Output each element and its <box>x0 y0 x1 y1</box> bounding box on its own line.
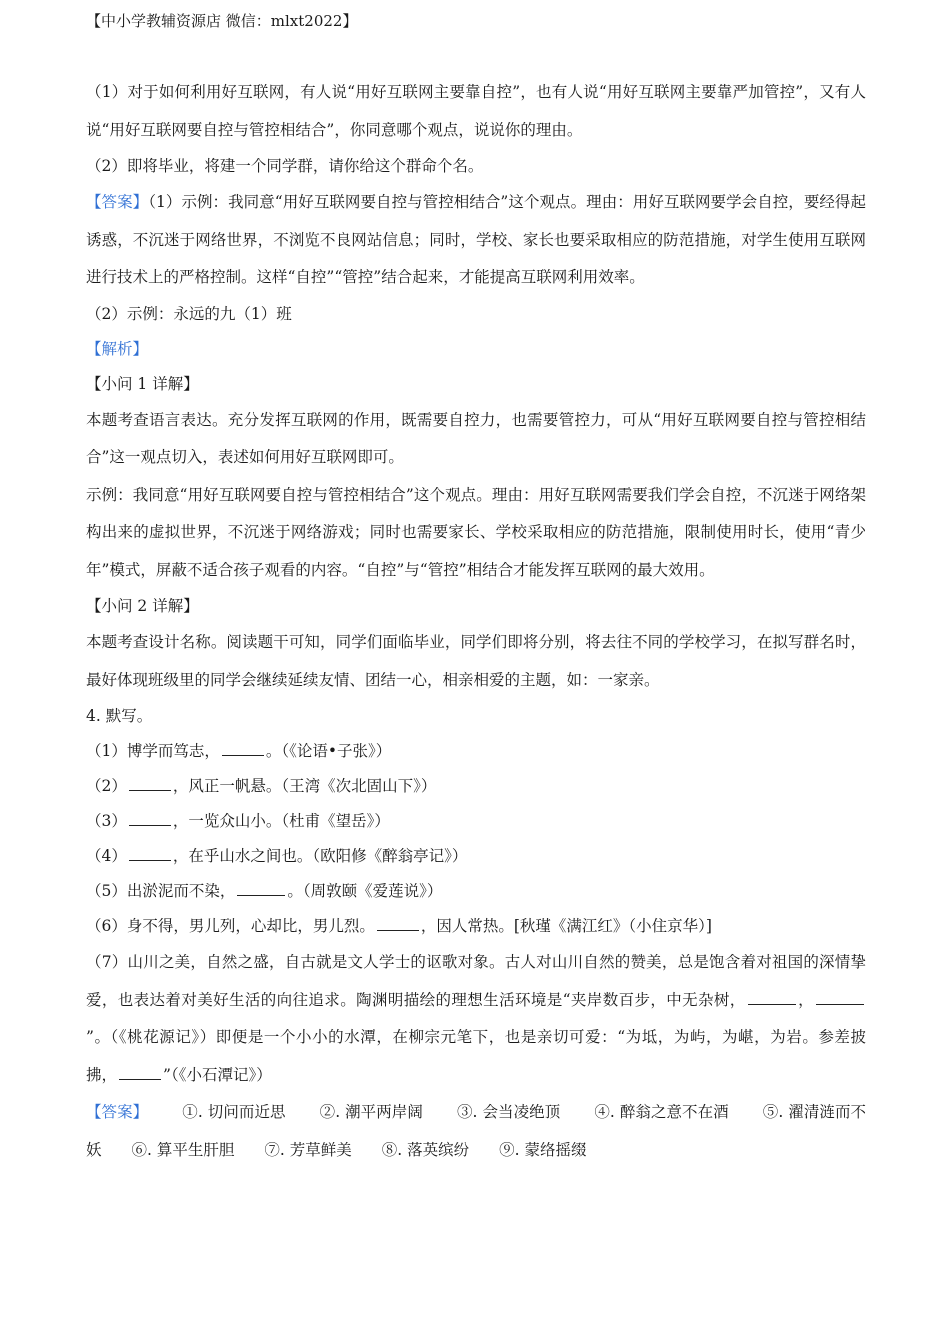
fill-blank <box>129 773 171 791</box>
answer-item: ⑨. 蒙络摇缀 <box>499 1140 587 1159</box>
item-text: ”（《小石潭记》） <box>163 1065 272 1084</box>
q4-item-5 <box>86 874 866 909</box>
sub2-paragraph: 本题考查设计名称。阅读题干可知，同学们面临毕业，同学们即将分别，将去往不同的学校学习，在拟写群名时，最好体现班级里的同学会继续延续友情、团结一心，相亲相爱的主题，如：一家亲。 <box>86 633 866 689</box>
q4-item-3 <box>86 804 866 839</box>
document-body <box>86 74 866 1169</box>
sub1-paragraph-2: 示例：我同意“用好互联网要自控与管控相结合”这个观点。理由：用好互联网需要我们学会自控，不沉迷于网络架构出来的虚拟世界，不沉迷于网络游戏；同时也需要家长、学校采取相应的防范措施，限制使用时长，使用“青少年”模式，屏蔽不适合孩子观看的内容。“自控”与“管控”相结合才能发挥互联网的最大效用。 <box>86 485 866 579</box>
q4-item-6 <box>86 909 866 944</box>
q3-answer1: （1）示例：我同意“用好互联网要自控与管控相结合”这个观点。理由：用好互联网要学会自控，要经得起诱惑，不沉迷于网络世界，不浏览不良网站信息；同时，学校、家长也要采取相应的防范措施，对学生使用互联网进行技术上的严格控制。这样“自控”“管控”结合起来，才能提高互联网利用效率。 <box>86 193 866 286</box>
item-text: （4） <box>86 847 127 865</box>
item-text: ，在乎山水之间也。（欧阳修《醉翁亭记》） <box>172 847 468 865</box>
answer-item: ③. 会当凌绝顶 <box>456 1103 561 1121</box>
answer-item: ⑥. 算平生肝胆 <box>131 1140 235 1159</box>
item-text: （1）博学而笃志， <box>86 742 220 760</box>
fill-blank <box>129 808 171 826</box>
fill-blank <box>222 738 264 756</box>
fill-blank <box>119 1062 161 1080</box>
item-text: 。（周敦颐《爱莲说》） <box>287 882 443 900</box>
q3-answer2: （2）示例：永远的九（1）班 <box>86 304 292 323</box>
q4-item-1 <box>86 734 866 769</box>
q4-item-7 <box>86 944 866 1094</box>
item-text: （3） <box>86 812 127 830</box>
q4-item-4 <box>86 839 866 874</box>
answer-tag: 【答案】 <box>86 1103 149 1121</box>
sub1-paragraph-1: 本题考查语言表达。充分发挥互联网的作用，既需要自控力，也需要管控力，可从“用好互联网要自控与管控相结合”这一观点切入，表述如何用好互联网即可。 <box>86 410 866 466</box>
answer-tag: 【答案】 <box>86 193 149 211</box>
item-text: ，一览众山小。（杜甫《望岳》） <box>172 812 390 830</box>
fill-blank <box>129 843 171 861</box>
q4-answer <box>86 1094 866 1169</box>
fill-blank <box>237 878 285 896</box>
item-text: ，因人常热。[秋瑾《满江红》（小住京华）] <box>420 917 712 935</box>
answer-item: ②. 潮平两岸阔 <box>319 1103 423 1121</box>
q3-answer <box>86 184 866 297</box>
q4-item-2 <box>86 769 866 804</box>
item-text: （2） <box>86 777 127 795</box>
item-text: ，风正一帆悬。（王湾《次北固山下》） <box>172 777 437 795</box>
watermark-header: 【中小学教辅资源店 微信：mlxt2022】 <box>86 12 358 30</box>
answer-item: ①. 切问而近思 <box>182 1103 286 1121</box>
fill-blank <box>816 987 864 1005</box>
answer-item: ④. 醉翁之意不在酒 <box>594 1103 729 1121</box>
item-text: （6）身不得，男儿列，心却比，男儿烈。 <box>86 917 375 935</box>
item-text: ”。（《桃花源记》）即便是一个小小的水潭，在柳宗元笔下，也是亲切可爱：“为坻，为屿，为嵁，为岩。参差披拂， <box>86 1028 866 1084</box>
analysis-tag: 【解析】 <box>86 339 149 358</box>
sub1-title: 【小问 1 详解】 <box>86 374 199 393</box>
item-text: 。（《论语•子张》） <box>265 742 392 760</box>
q3-part1: （1）对于如何利用好互联网，有人说“用好互联网主要靠自控”，也有人说“用好互联网主要靠严加管控”，又有人说“用好互联网要自控与管控相结合”，你同意哪个观点，说说你的理由。 <box>86 83 866 139</box>
sub2-title: 【小问 2 详解】 <box>86 597 199 615</box>
q3-part2: （2）即将毕业，将建一个同学群，请你给这个群命个名。 <box>86 157 484 175</box>
answer-item: ⑧. 落英缤纷 <box>381 1140 470 1159</box>
fill-blank <box>377 913 419 931</box>
item-text: （5）出淤泥而不染， <box>86 882 236 900</box>
item-text: ， <box>797 990 814 1009</box>
answer-item: ⑦. 芳草鲜美 <box>264 1140 352 1159</box>
fill-blank <box>748 987 796 1005</box>
answer-item: ⑤. 濯清涟而不妖 <box>86 1103 867 1159</box>
q4-title: 4. 默写。 <box>86 707 153 725</box>
item-text: （7）山川之美，自然之盛，自古就是文人学士的讴歌对象。古人对山川自然的赞美，总是饱含着对祖国的深情挚爱，也表达着对美好生活的向往追求。陶渊明描绘的理想生活环境是“夹岸数百步，中无杂树， <box>86 953 866 1009</box>
